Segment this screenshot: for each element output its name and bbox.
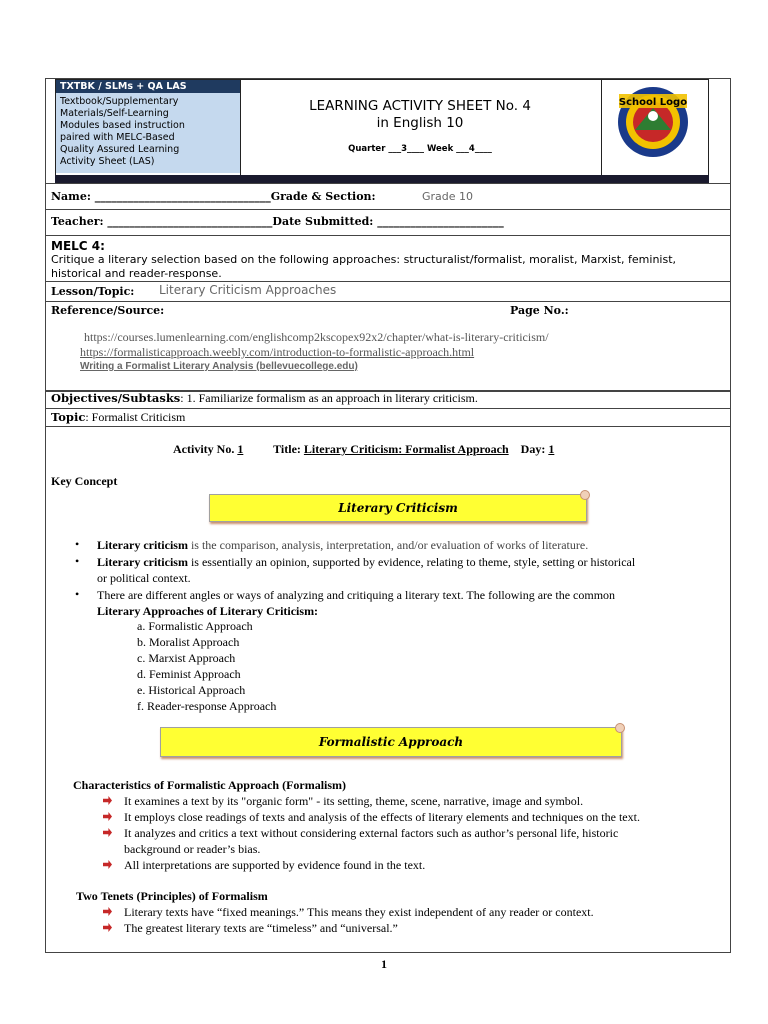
description-line: Quality Assured Learning [60, 144, 180, 155]
quarter-week: Quarter ___3____ Week ___4____ [348, 144, 492, 154]
characteristic-item: All interpretations are supported by evidence found in the text. [124, 858, 426, 872]
objectives [51, 390, 478, 406]
bullet-term: Literary criticism [97, 538, 188, 552]
description-line: Modules based instruction [60, 120, 185, 131]
bullet-text-cont: Literary Approaches of Literary Criticism: [97, 604, 319, 618]
topic-value: : Formalist Criticism [85, 410, 186, 424]
scroll-curl [615, 723, 625, 733]
teacher-field[interactable]: Teacher: ______________________________Date Submitted: _______________________ [51, 215, 504, 228]
page-label: Page No.: [510, 304, 569, 317]
characteristic-item-cont: background or reader’s bias. [124, 842, 261, 856]
arrow-bullet-icon [103, 828, 112, 837]
activity-no: 1 [237, 442, 244, 456]
bullet-text: is essentially an opinion, supported by evidence, relating to theme, style, setting or historical [187, 555, 636, 569]
melc-text: Critique a literary selection based on the following approaches: structuralist/formalist, moralist, Marxist, feminist, historical and reader-response. [51, 253, 677, 280]
badge-label: TXTBK / SLMs + QA LAS [56, 80, 240, 93]
lesson-row [45, 281, 731, 301]
bullet-text-cont: or political context. [97, 571, 191, 585]
approach-item: d. Feminist Approach [137, 667, 241, 681]
divider [601, 79, 602, 176]
activity-day: 1 [548, 442, 555, 456]
bullet-icon: • [75, 554, 80, 568]
formalistic-approach-banner [160, 727, 622, 757]
bullet-icon: • [75, 587, 80, 601]
reference-link[interactable]: https://formalisticapproach.weebly.com/introduction-to-formalistic-approach.html [80, 345, 475, 359]
sheet-subtitle: in English 10 [376, 115, 464, 131]
banner-label: Formalistic Approach [318, 735, 464, 749]
tenet-item: The greatest literary texts are “timeless” and “universal.” [124, 921, 398, 935]
reference-link[interactable]: Writing a Formalist Literary Analysis (bellevuecollege.edu) [80, 361, 358, 372]
scroll-curl [580, 490, 590, 500]
page-number: 1 [381, 957, 387, 971]
activity-line [173, 441, 554, 457]
header-bar [55, 175, 709, 183]
description-line: paired with MELC-Based [60, 132, 175, 143]
activity-title: Literary Criticism: Formalist Approach [303, 442, 509, 456]
tenets-heading: Two Tenets (Principles) of Formalism [76, 889, 268, 903]
school-logo-icon [617, 86, 689, 158]
bullet-icon: • [75, 537, 80, 551]
description-line: Materials/Self-Learning [60, 108, 169, 119]
objectives-value: : 1. Familiarize formalism as an approach in literary criticism. [180, 391, 478, 405]
literary-criticism-banner [209, 494, 587, 522]
key-concept-heading: Key Concept [51, 474, 118, 488]
bullet-term: Literary criticism [97, 555, 188, 569]
lesson-value: Literary Criticism Approaches [159, 283, 337, 297]
activity-no-label: Activity No. [173, 442, 235, 456]
approach-item: e. Historical Approach [137, 683, 246, 697]
arrow-bullet-icon [103, 860, 112, 869]
activity-title-label: Title: [273, 442, 301, 456]
banner-label: Literary Criticism [338, 501, 458, 515]
arrow-bullet-icon [103, 812, 112, 821]
reference-label: Reference/Source: [51, 304, 165, 317]
divider [45, 426, 731, 427]
description-line: Activity Sheet (LAS) [60, 156, 155, 167]
approach-item: a. Formalistic Approach [137, 619, 253, 633]
approach-item: f. Reader-response Approach [137, 699, 277, 713]
arrow-bullet-icon [103, 907, 112, 916]
lesson-label: Lesson/Topic: [51, 285, 135, 298]
arrow-bullet-icon [103, 923, 112, 932]
topic [51, 409, 185, 425]
logo-label: School Logo [618, 97, 688, 108]
activity-day-label: Day: [520, 442, 546, 456]
grade-value: Grade 10 [422, 190, 474, 203]
description-box [56, 93, 240, 173]
characteristic-item: It employs close readings of texts and analysis of the effects of literary elements and techniques on the text. [124, 810, 640, 824]
characteristics-heading: Characteristics of Formalistic Approach (Formalism) [73, 778, 347, 792]
arrow-bullet-icon [103, 796, 112, 805]
name-field[interactable]: Name: ________________________________Grade & Section: [51, 190, 376, 203]
description-line: Textbook/Supplementary [60, 96, 179, 107]
melc-heading: MELC 4: [51, 239, 105, 253]
bullet-item [97, 554, 635, 570]
bullet-item [97, 537, 588, 553]
characteristic-item: It examines a text by its "organic form" - its setting, theme, scene, narrative, image and symbol. [124, 794, 584, 808]
bullet-text: is the comparison, analysis, interpretation, and/or evaluation of works of literature. [187, 538, 589, 552]
objectives-label: Objectives/Subtasks [51, 391, 181, 405]
approach-item: c. Marxist Approach [137, 651, 236, 665]
topic-label: Topic [51, 410, 86, 424]
tenet-item: Literary texts have “fixed meanings.” This means they exist independent of any reader or context. [124, 905, 594, 919]
characteristic-item: It analyzes and critics a text without considering external factors such as author’s personal life, historic [124, 826, 619, 840]
sheet-title: LEARNING ACTIVITY SHEET No. 4 [309, 98, 531, 114]
reference-link[interactable]: https://courses.lumenlearning.com/englishcomp2kscopex92x2/chapter/what-is-literary-criticism/ [84, 330, 549, 344]
approach-item: b. Moralist Approach [137, 635, 240, 649]
bullet-text: There are different angles or ways of analyzing and critiquing a literary text. The following are the common [97, 588, 616, 602]
